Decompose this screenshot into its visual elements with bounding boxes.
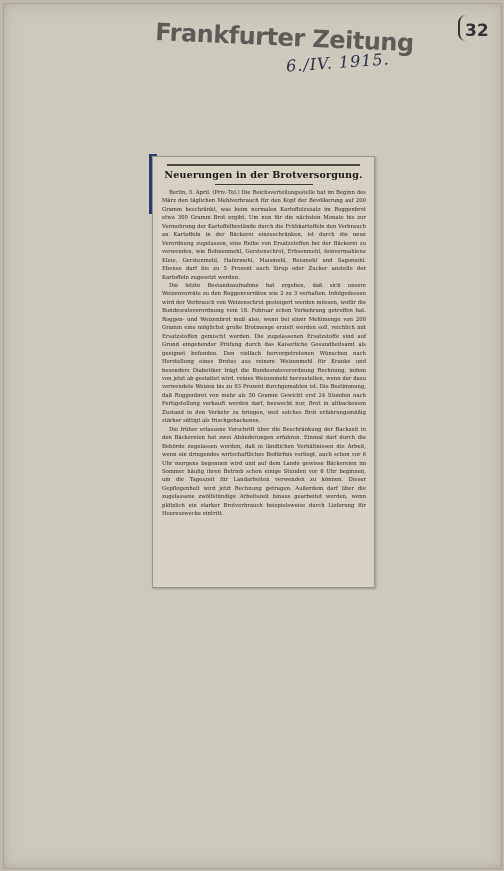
article-headline: Neuerungen in der Brotversorgung. [164, 170, 363, 181]
article-body [162, 189, 366, 519]
archive-sheet [3, 3, 502, 869]
handwritten-date: 6./IV. 1915. [285, 49, 391, 76]
article-paragraph: Die früher erlassene Vorschrift über die Beschränkung der Backzeit in den Bäckereien hat zwei Abänderungen erfahren. Einmal darf durch die Behörde zugelassen werden, daß in ländlichen Verhältnissen die Arbeit, wenn ein dringendes wirtschaftliches Bedürfnis vorliegt, auch schon vor 6 Uhr morgens begonnen wird und auf dem Lande gewisse Bäckereien im Sommer häufig ihren Betrieb schon einige Stunden vor 6 Uhr beginnen, um die Tageszeit für Landarbeiten verwenden zu können. Dieser Gepflogenheit wird jetzt Rechnung getragen. Außerdem darf über die zugelassene zwölfstündige Arbeitszeit hinaus gearbeitet werden, wenn plötzlich ein starker Brotverbrauch beispielsweise durch Lieferung für Heereszwecke eintritt. [162, 426, 366, 518]
newspaper-clipping [152, 156, 375, 588]
page-number: 32 [465, 21, 489, 41]
headline-rule [167, 164, 360, 166]
article-paragraph: Berlin, 5. April. (Priv.-Tel.) Die Reichsverteilungsstelle hat im Beginn des März den täglichen Mehlverbrauch für den Kopf der Bevölkerung auf 200 Gramm beschränkt, was beim normalen Kartoffelzusatz im Roggenbrot etwa 300 Gramm Brot ergibt. Um nun für die nächsten Monate bis zur Vermehrung der Kartoffelbestände durch die Frühkartoffeln den Verbrauch an Kartoffeln in der Bäckerei einzuschränken, ist durch die neue Verordnung zugelassen, eine Reihe von Ersatzstoffen bei der Bäckerei zu verwenden, wie Bohnenmehl, Gerstenschrot, Erbsenmehl, feinvermahlene Kleie, Gerstenmehl, Hafermehl, Maismehl, Reismehl und Sagomehl. Ebenso darf bis zu 5 Prozent auch Sirup oder Zucker anstelle der Kartoffeln zugesetzt werden. [162, 190, 366, 281]
article-paragraph: Die letzte Bestandsaufnahme hat ergeben, daß sich unsere Weizenvorräte zu den Roggenvorräten wie 2 zu 3 verhalten. Infolgedessen wird der Verbrauch von Weizenschrot gesteigert werden müssen, wofür die Bundesratsverordnung vom 18. Februar schon Vorkehrung getroffen hat. Roggen- und Weizenbrot muß also, wenn bei einer Mehlmenge von 200 Gramm eine möglichst große Brotmenge erzielt werden soll, reichlich mit Ersatzstoffen gemischt werden. Die zugelassenen Ersatzstoffe sind auf Grund eingehender Prüfung durch das Kaiserliche Gesundheitsamt als geeignet befunden. Den vielfach hervorgetretenen Wünschen nach Herstellung eines Brotes aus reinem Weizenmehl für Kranke und besonders Diabetiker trägt die Bundesratsverordnung Rechnung, indem von jetzt ab gestattet wird, reines Weizenmehl herzustellen, wenn der dazu verwendete Weizen bis zu 93 Prozent durchgemahlen ist. Die Bestimmung, daß Roggenbrot von mehr als 50 Gramm Gewicht erst 24 Stunden nach Fertigstellung verkauft werden darf, bezweckt nur, Brot in altbackenem Zustand in den Verkehr zu bringen, weil solches Brot erfahrungsmäßig stärker sättigt als frischgebackenes. [162, 282, 366, 425]
headline-underline [215, 184, 313, 185]
newspaper-name-stamp: Frankfurter Zeitung [154, 18, 415, 58]
